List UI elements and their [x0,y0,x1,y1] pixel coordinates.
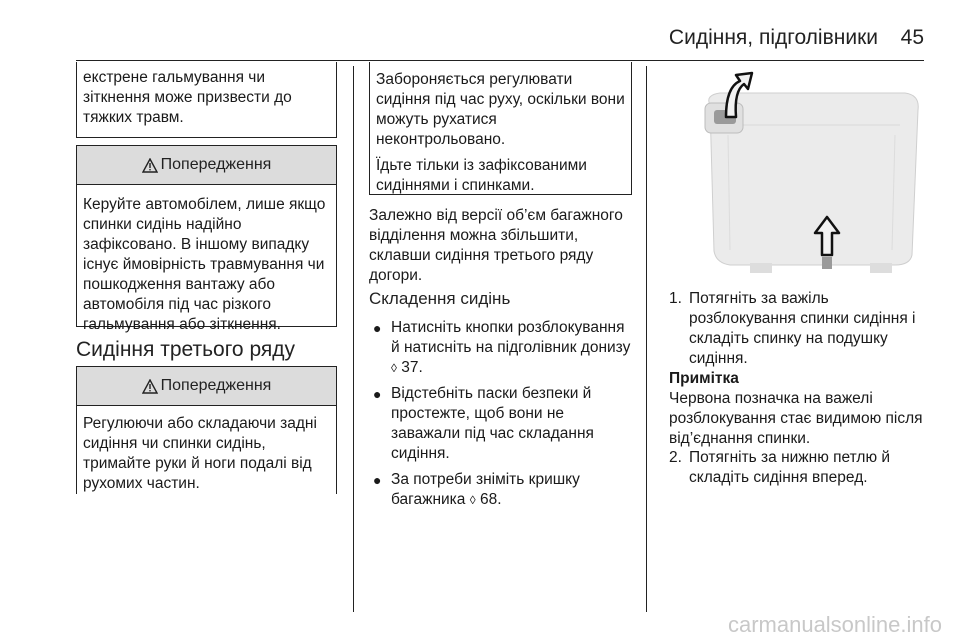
watermark: carmanualsonline.info [727,612,942,637]
note-text: Червона позначка на важелі розблокування стає видимою після від’єднання спинки. [669,390,923,447]
note-heading: Примітка [669,370,739,387]
warning-heading-band [77,146,336,185]
step-number: 2. [669,449,682,466]
warning-continued-box [76,62,337,138]
intro-paragraph: Залежно від версії об’єм багажного відділення можна збільшити, склавши сидіння третього ряду догори. [369,207,623,284]
bullet-icon: ● [373,472,382,488]
warning-continued-box [369,62,632,195]
warning-heading: Попередження [160,156,272,173]
warning-heading-band [77,367,336,406]
page-reference[interactable]: 37. [401,359,423,376]
running-header-title: Сидіння, підголівники [668,26,878,49]
list-item [669,448,931,488]
step-number: 1. [669,290,682,307]
warning-continued-text: Їдьте тільки із зафіксованими сидіннями і спинками. [376,157,587,194]
bullet-list [369,318,635,516]
list-item-text: Відстебніть паски безпеки й простежте, щоб вони не заважали під час складання сидіння. [391,385,594,462]
steps-list [669,448,931,488]
list-item [369,318,635,378]
bullet-icon: ● [373,320,382,336]
list-item-text: Натисніть кнопки розблокування й натисніть на підголівник донизу [391,319,631,356]
step-text: Потягніть за важіль розблокування спинки сидіння і складіть спинку на подушку сидіння. [689,290,916,367]
seat-drawing [650,65,930,275]
page-number: 45 [900,26,924,49]
warning-text: Регулюючи або складаючи задні сидіння чи спинки сидінь, тримайте руки й ноги подалі від рухомих частин. [83,415,317,492]
steps-list [669,289,931,369]
warning-triangle-icon [142,158,158,173]
warning-triangle-icon [142,379,158,394]
reference-arrow-icon: ◊ [469,493,476,507]
warning-box [76,145,337,333]
reference-arrow-icon: ◊ [391,361,397,375]
page-reference[interactable]: 68. [479,491,502,508]
warning-text: Керуйте автомобілем, лише якщо спинки сидінь надійно зафіксовано. В іншому випадку існує ймовірність травмування чи пошкодження вантажу або автомобіля під час різкого гальмування або зіткнення. [83,196,326,333]
list-item-text: За потреби зніміть кришку багажника [391,471,580,508]
column-divider [353,66,354,612]
header-rule [76,60,924,61]
step-text: Потягніть за нижню петлю й складіть сидіння вперед. [689,449,891,486]
subheading: Складення сидінь [369,289,511,308]
seat-illustration [650,65,930,275]
list-item [369,384,635,464]
warning-heading: Попередження [160,377,272,394]
warning-continued-text: екстрене гальмування чи зіткнення може призвести до тяжких травм. [83,69,292,126]
warning-continued-text: Забороняється регулювати сидіння під час руху, оскільки вони можуть рухатися неконтрольовано. [376,71,625,148]
section-title: Сидіння третього ряду [76,338,296,361]
column-divider [646,66,647,612]
list-item [369,470,635,510]
list-item [669,289,931,369]
bullet-icon: ● [373,386,382,402]
warning-box-open [76,366,337,494]
